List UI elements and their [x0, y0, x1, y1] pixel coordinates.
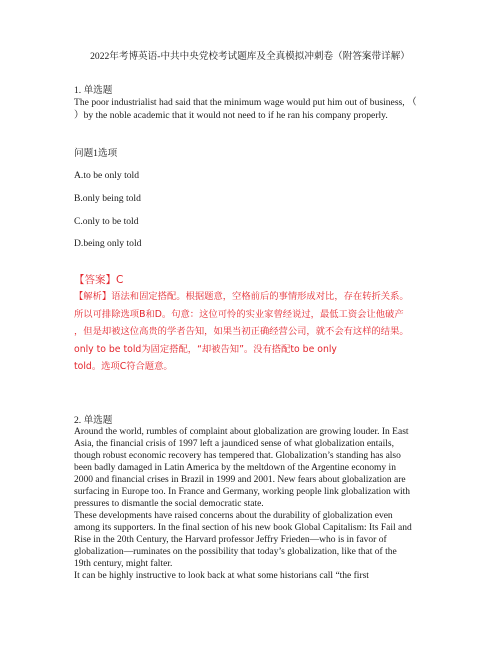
- explanation-line-1: 【解析】语法和固定搭配。根据题意，空格前后的事情形成对比，存在转折关系。: [74, 291, 409, 302]
- passage-line: Around the world, rumbles of complaint about globalization are growing louder. In East: [74, 427, 409, 437]
- passage-line: Rise in the 20th Century, the Harvard professor Jeffry Frieden—who is in favor of: [74, 535, 387, 545]
- explanation-line-3: ，但是却被这位高贵的学者告知，如果当初正确经营公司，就不会有这样的结果。: [74, 326, 409, 337]
- passage-line: globalization—ruminates on the possibility that today’s globalization, like that of the: [74, 547, 397, 557]
- question-1-stem-line-1: The poor industrialist had said that the minimum wage would put him out of business, （: [74, 97, 417, 108]
- option-c: C.only to be told: [74, 216, 139, 227]
- option-b: B.only being told: [74, 193, 141, 204]
- explanation-line-5: told。选项C符合题意。: [74, 361, 173, 372]
- passage-line: surfacing in Europe too. In France and Germany, working people link globalization with: [74, 487, 411, 497]
- explanation-line-4: only to be told为固定搭配，“却被告知”。没有搭配to be only: [74, 344, 337, 355]
- passage-line: though robust economic recovery has tempered that. Globalization’s standing has also: [74, 451, 401, 461]
- passage-line: These developments have raised concerns about the durability of globalization even: [74, 511, 393, 521]
- passage-line: among its supporters. In the final section of his new book Global Capitalism: Its Fail and: [74, 523, 412, 533]
- document-title: 2022年考博英语-中共中央党校考试题库及全真模拟冲刺卷（附答案带详解）: [90, 51, 410, 62]
- question-2-header: 2. 单选题: [74, 415, 113, 426]
- passage-line: 2000 and financial crises in Brazil in 1999 and 2001. New fears about globalization are: [74, 475, 406, 485]
- passage-line: Asia, the financial crisis of 1997 left a jaundiced sense of what globalization entails,: [74, 439, 394, 449]
- question-1-header: 1. 单选题: [74, 85, 113, 96]
- question-1-stem-line-2: ）by the noble academic that it would not need to if he ran his company properly.: [74, 110, 388, 121]
- explanation-line-2: 所以可排除选项B和D。句意：这位可怜的实业家曾经说过，最低工资会让他破产: [74, 309, 404, 320]
- passage-line: It can be highly instructive to look back at what some historians call “the first: [74, 571, 369, 581]
- option-d: D.being only told: [74, 238, 142, 249]
- passage-line: 19th century, might falter.: [74, 559, 173, 569]
- option-a: A.to be only told: [74, 170, 140, 181]
- answer-label: 【答案】C: [74, 274, 124, 286]
- options-header: 问题1选项: [74, 148, 118, 159]
- passage-line: pressures to dismantle the social democratic state.: [74, 499, 264, 509]
- passage-line: been badly damaged in Latin America by the meltdown of the Argentine economy in: [74, 463, 396, 473]
